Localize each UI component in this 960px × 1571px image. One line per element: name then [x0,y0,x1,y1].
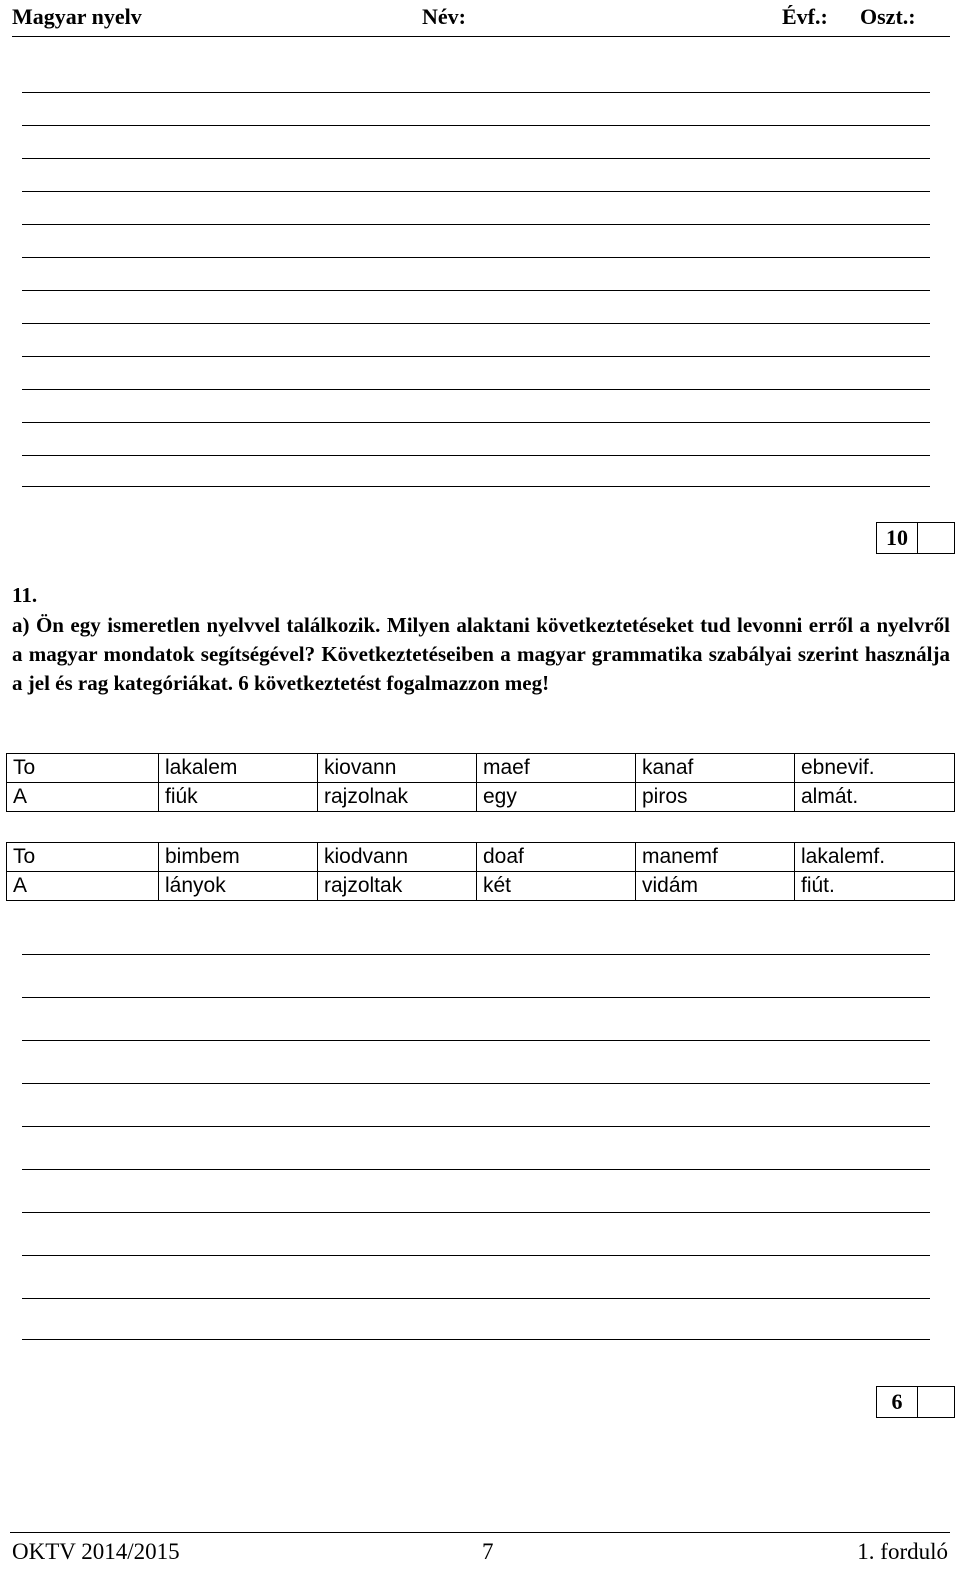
table-cell: lányok [159,872,318,901]
answer-line[interactable] [22,389,930,390]
year-label: Évf.: [782,4,828,29]
answer-line[interactable] [22,954,930,955]
table-cell: almát. [795,783,955,812]
answer-line[interactable] [22,455,930,456]
footer-round: 1. forduló [857,1539,948,1564]
table-cell: lakalemf. [795,843,955,872]
table-cell: piros [636,783,795,812]
answer-line[interactable] [22,1126,930,1127]
answer-line[interactable] [22,1255,930,1256]
table-cell: bimbem [159,843,318,872]
score-box-bottom [876,1386,955,1418]
answer-line[interactable] [22,1298,930,1299]
subject-label: Magyar nyelv [12,4,142,29]
question-text: a) Ön egy ismeretlen nyelvvel találkozik. Milyen alaktani következtetéseket tud levonni erről a nyelvről a magyar mondatok segítségével? Következtetéseiben a magyar grammatika szabályai szerint használja a jel és rag kategóriákat. 6 következtetést fogalmazzon meg! [12,613,950,695]
question-number: 11. [12,583,38,607]
answer-line[interactable] [22,1169,930,1170]
gloss-table-2 [6,842,955,901]
table-cell: két [477,872,636,901]
table-cell: A [7,872,159,901]
table-cell: fiút. [795,872,955,901]
answer-line[interactable] [22,1040,930,1041]
table-cell: maef [477,754,636,783]
score-max: 6 [877,1387,918,1417]
table-cell: To [7,754,159,783]
footer-competition: OKTV 2014/2015 [12,1539,180,1564]
score-max: 10 [877,523,918,553]
table-cell: kiovann [318,754,477,783]
answer-line[interactable] [22,158,930,159]
table-cell: vidám [636,872,795,901]
answer-line[interactable] [22,1083,930,1084]
page-header [12,0,950,37]
table-cell: To [7,843,159,872]
answer-line[interactable] [22,997,930,998]
gloss-table-1 [6,753,955,812]
answer-line[interactable] [22,356,930,357]
table-cell: egy [477,783,636,812]
score-entry[interactable] [918,523,954,553]
class-label: Oszt.: [860,4,916,29]
answer-line[interactable] [22,422,930,423]
answer-line[interactable] [22,224,930,225]
table-cell: manemf [636,843,795,872]
table-cell: fiúk [159,783,318,812]
table-cell: A [7,783,159,812]
answer-line[interactable] [22,290,930,291]
answer-line[interactable] [22,257,930,258]
answer-line[interactable] [22,1339,930,1340]
table-cell: kanaf [636,754,795,783]
answer-line[interactable] [22,92,930,93]
answer-line[interactable] [22,486,930,487]
answer-line[interactable] [22,191,930,192]
score-box-top [876,522,955,554]
answer-line[interactable] [22,1212,930,1213]
table-cell: rajzolnak [318,783,477,812]
answer-line[interactable] [22,323,930,324]
table-cell: doaf [477,843,636,872]
table-cell: rajzoltak [318,872,477,901]
table-row [7,783,955,812]
table-cell: lakalem [159,754,318,783]
table-cell: ebnevif. [795,754,955,783]
score-entry[interactable] [918,1387,954,1417]
table-row [7,754,955,783]
answer-line[interactable] [22,125,930,126]
name-label: Név: [422,4,466,29]
page-number: 7 [482,1539,494,1564]
table-cell: kiodvann [318,843,477,872]
table-row [7,843,955,872]
table-row [7,872,955,901]
page-footer [10,1532,950,1564]
